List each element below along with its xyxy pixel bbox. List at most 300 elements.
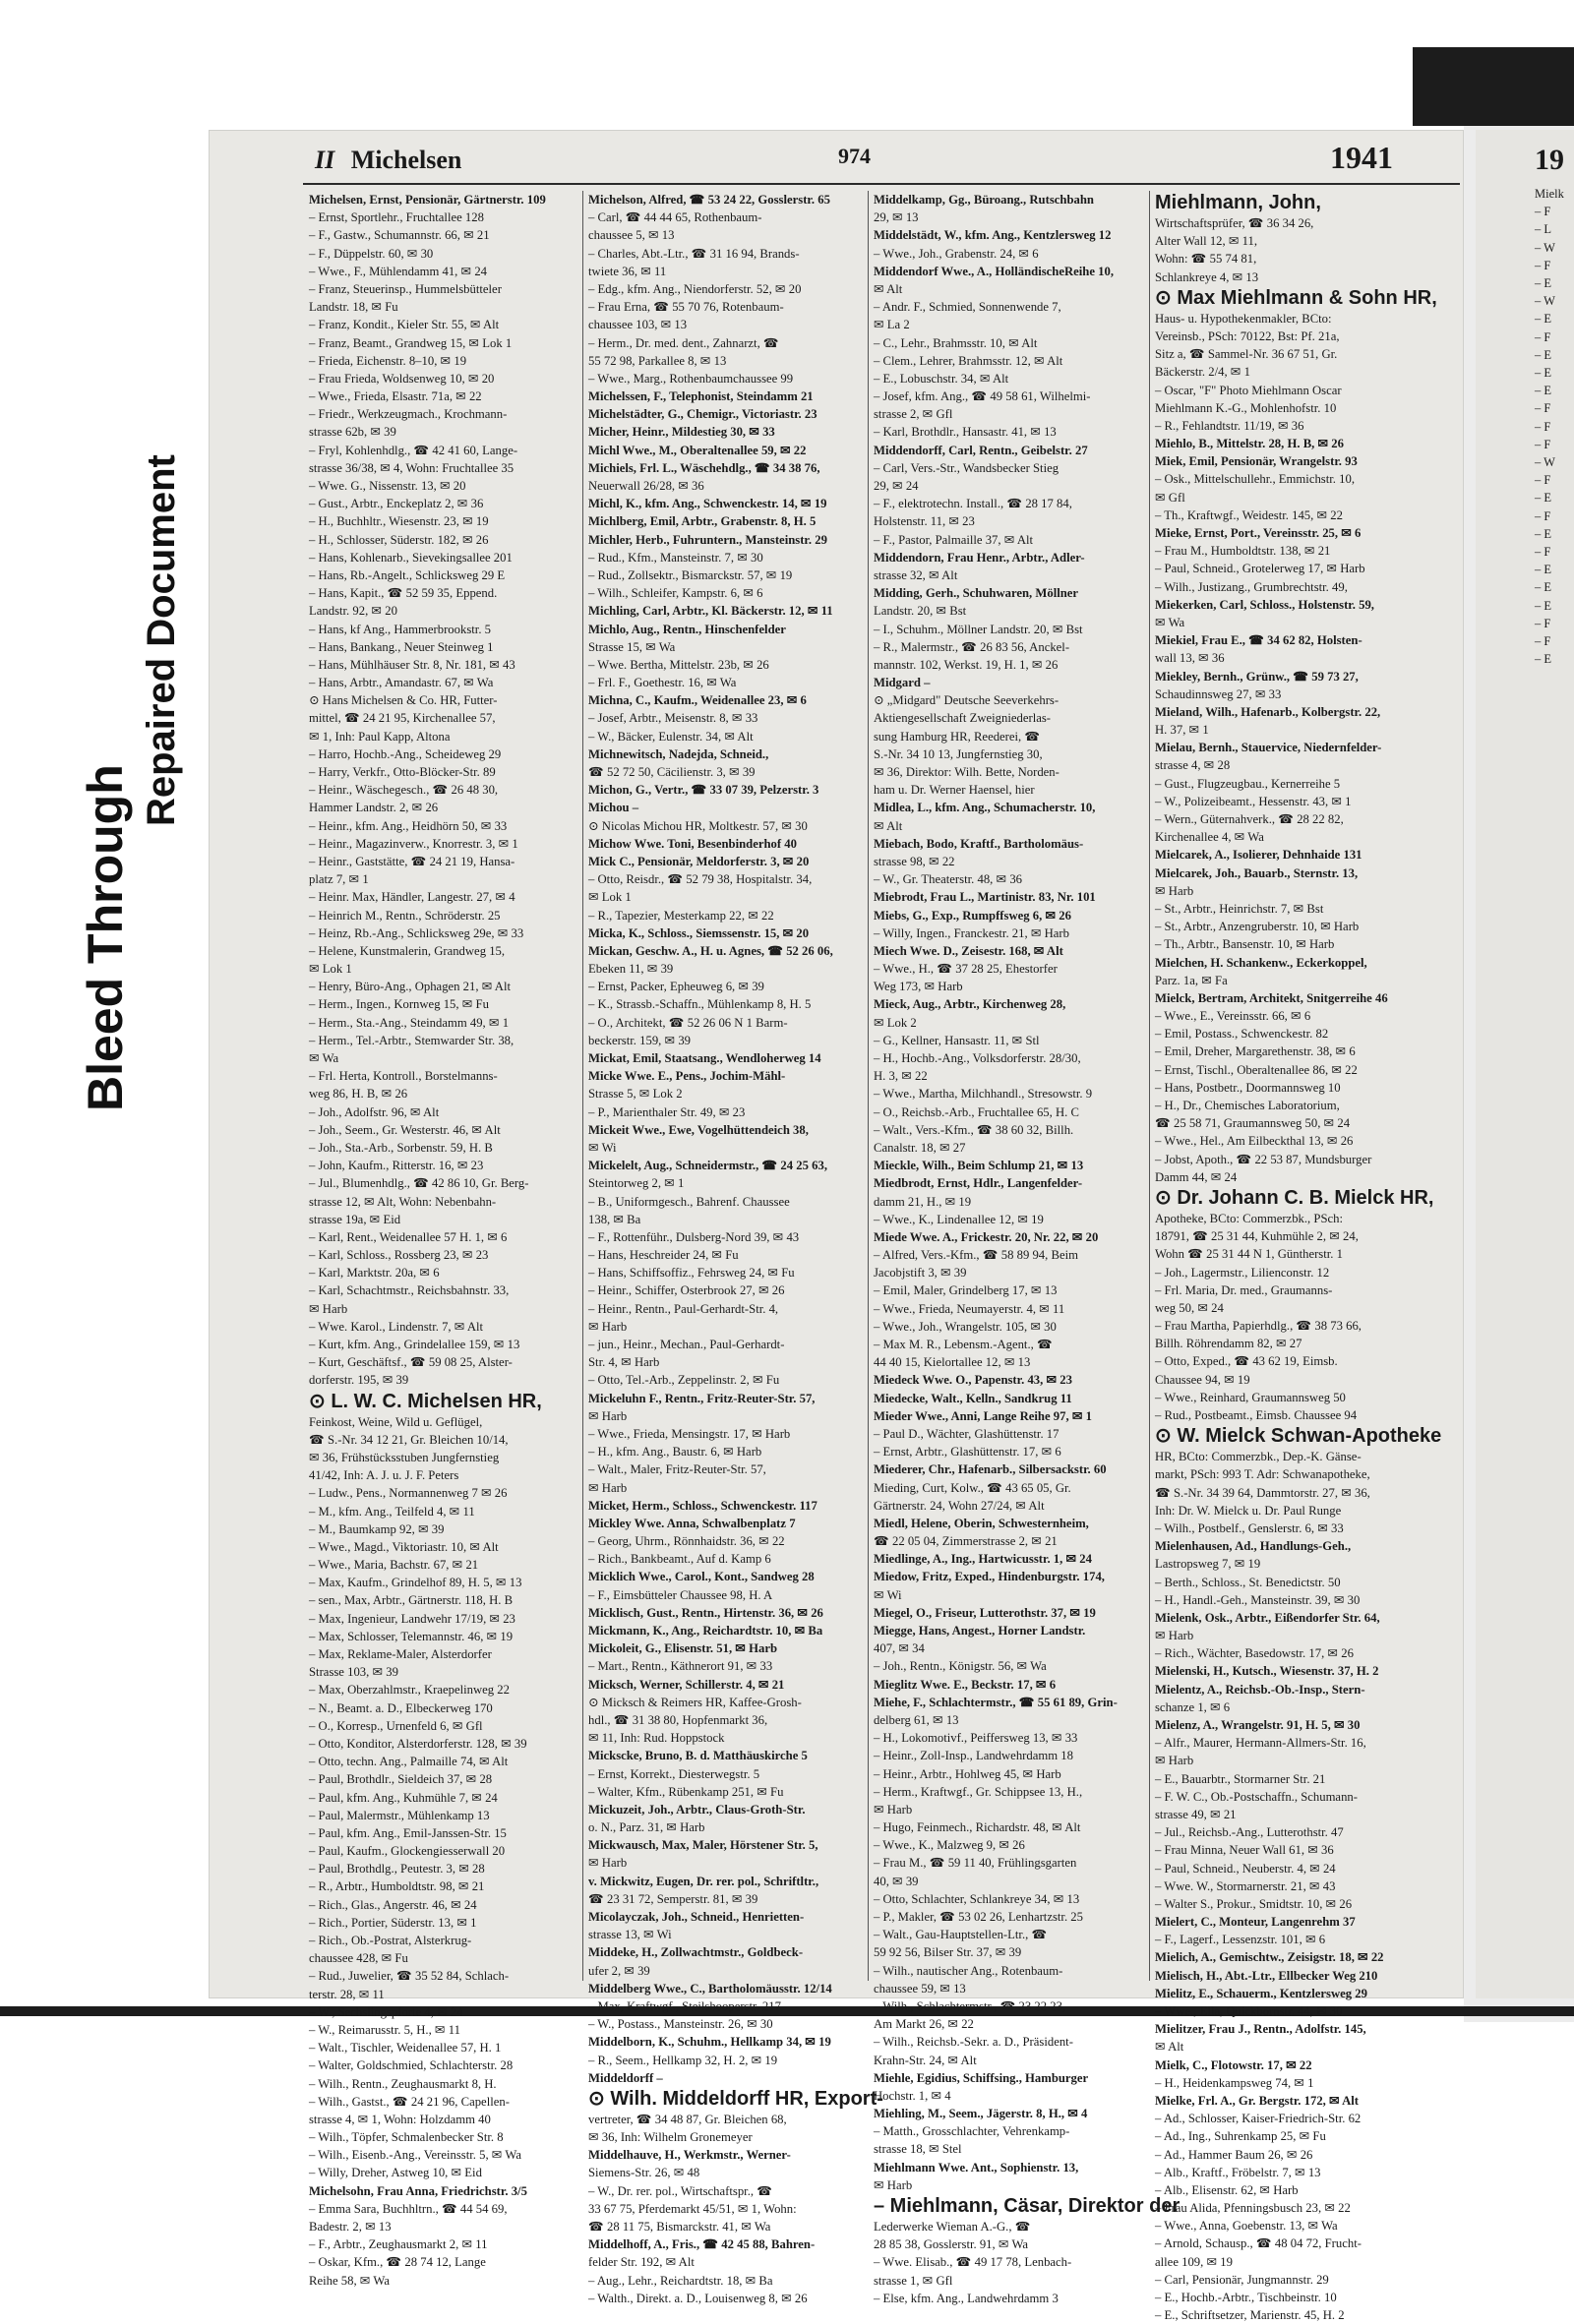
listing-line: – sen., Max, Arbtr., Gärtnerstr. 118, H. B [309, 1593, 514, 1608]
listing-line: ⊙ Nicolas Michou HR, Moltkestr. 57, ✉ 30 [588, 818, 808, 833]
listing-surname-entry: Michlo, Aug., Rentn., Hinschenfelder [588, 622, 786, 636]
listing-surname-entry: Mickeit Wwe., Ewe, Vogelhüttendeich 38, [588, 1122, 809, 1137]
listing-line: – Wilh., Schleifer, Kampstr. 6, ✉ 6 [588, 586, 763, 601]
listing-line: – Fryl, Kohlenhdlg., ☎ 42 41 60, Lange- [309, 443, 518, 457]
listing-surname-entry: Michl Wwe., M., Oberaltenallee 59, ✉ 22 [588, 443, 807, 457]
listing-line: ✉ Wi [874, 1587, 902, 1602]
listing-line: – St., Arbtr., Heinrichstr. 7, ✉ Bst [1155, 901, 1324, 916]
listing-line: Vereinsb., PSch: 70122, Bst: Pf. 21a, [1155, 328, 1340, 343]
listing-surname-entry: Micklisch, Gust., Rentn., Hirtenstr. 36, ✉ 26 [588, 1605, 823, 1620]
listing-line: – Franz, Kondit., Kieler Str. 55, ✉ Alt [309, 318, 500, 332]
listing-line: – F., elektrotechn. Install., ☎ 28 17 84, [874, 497, 1072, 511]
listing-line: – Wilh., Justizang., Grumbrechtstr. 49, [1155, 579, 1348, 594]
listing-line: – F., Rottenführ., Dulsberg-Nord 39, ✉ 43 [588, 1229, 800, 1244]
listing-line: – Else, kfm. Ang., Landwehrdamm 3 [874, 2291, 1059, 2305]
listing-line: – Alb., Elisenstr. 62, ✉ Harb [1155, 2182, 1299, 2197]
listing-surname-entry: Miedlinge, A., Ing., Hartwicusstr. 1, ✉ 24 [874, 1552, 1092, 1567]
next-page-line: – E [1535, 652, 1552, 667]
listing-line: – R., Fehlandtstr. 11/19, ✉ 36 [1155, 418, 1304, 433]
listing-surname-entry: Miehling, M., Seem., Jägerstr. 8, H., ✉ 4 [874, 2107, 1088, 2121]
listing-line: – jun., Heinr., Mechan., Paul-Gerhardt- [588, 1338, 785, 1351]
listing-line: ✉ Harb [874, 1802, 913, 1817]
listing-line: – Walt., Gau-Hauptstellen-Ltr., ☎ [874, 1928, 1048, 1942]
next-page-line: – F [1535, 473, 1551, 488]
listing-line: Parz. 1a, ✉ Fa [1155, 973, 1228, 987]
listing-line: delberg 61, ✉ 13 [874, 1712, 959, 1727]
listing-line: – Paul, Schneid., Grotelerweg 17, ✉ Harb [1155, 562, 1365, 576]
listing-surname-entry: Mickuzeit, Joh., Arbtr., Claus-Groth-Str. [588, 1802, 806, 1817]
listing-line: – Edg., kfm. Ang., Niendorferstr. 52, ✉ 20 [588, 281, 802, 296]
listing-line: – Frau Martha, Papierhdlg., ☎ 38 73 66, [1155, 1319, 1362, 1334]
listing-line: – Max, Reklame-Maler, Alsterdorfer [309, 1647, 492, 1661]
listing-line: – P., Marienthaler Str. 49, ✉ 23 [588, 1104, 746, 1119]
listing-line: – John, Kaufm., Ritterstr. 16, ✉ 23 [309, 1159, 484, 1173]
listing-line: – Emil, Maler, Grindelberg 17, ✉ 13 [874, 1283, 1058, 1298]
listing-surname-entry: Micka, K., Schloss., Siemssenstr. 15, ✉ 20 [588, 925, 810, 940]
header-left [315, 146, 461, 175]
listing-line: wall 13, ✉ 36 [1155, 651, 1225, 666]
listing-line: – Frau Frieda, Woldsenweg 10, ✉ 20 [309, 371, 495, 386]
listing-line: – W., Polizeibeamt., Hessenstr. 43, ✉ 1 [1155, 794, 1352, 808]
listing-line: – Th., Kraftwgf., Weidestr. 145, ✉ 22 [1155, 507, 1343, 522]
listing-line: – Helene, Kunstmalerin, Grandweg 15, [309, 943, 506, 958]
next-page-line: – F [1535, 508, 1551, 523]
listing-surname-entry: Mieland, Wilh., Hafenarb., Kolbergstr. 22, [1155, 704, 1381, 719]
listing-line: – Karl, Rent., Weidenallee 57 H. 1, ✉ 6 [309, 1229, 508, 1244]
listing-line: strasse 49, ✉ 21 [1155, 1807, 1237, 1821]
listing-line: – Hans, Arbtr., Amandastr. 67, ✉ Wa [309, 676, 494, 690]
listing-line: – O., Architekt, ☎ 52 26 06 N 1 Barm- [588, 1015, 788, 1030]
listing-line: o. N., Parz. 31, ✉ Harb [588, 1820, 705, 1835]
listing-surname-entry: Mielenhausen, Ad., Handlungs-Geh., [1155, 1539, 1352, 1554]
listing-line: Billh. Röhrendamm 82, ✉ 27 [1155, 1337, 1302, 1351]
listing-line: ✉ La 2 [874, 318, 910, 332]
listing-line: – Karl, Marktstr. 20a, ✉ 6 [309, 1266, 440, 1281]
listing-line: – Max, Kaufm., Grindelhof 89, H. 5, ✉ 13 [309, 1576, 522, 1590]
listing-line: – Max, Schlosser, Telemannstr. 46, ✉ 19 [309, 1629, 514, 1643]
listing-line: – Wilh., Gastst., ☎ 24 21 96, Capellen- [309, 2094, 510, 2109]
listing-surname-entry: Middelborn, K., Schuhm., Hellkamp 34, ✉ 19 [588, 2035, 831, 2050]
listing-line: ✉ 1, Inh: Paul Kapp, Altona [309, 729, 451, 744]
listing-line: – Carl, Pensionär, Jungmannstr. 29 [1155, 2272, 1329, 2287]
listing-line: Ebeken 11, ✉ 39 [588, 962, 674, 977]
listing-line: – Otto, Exped., ☎ 43 62 19, Eimsb. [1155, 1354, 1338, 1369]
listing-line: S.-Nr. 34 10 13, Jungfernstieg 30, [874, 746, 1043, 761]
listing-line: – St., Arbtr., Anzengruberstr. 10, ✉ Harb [1155, 920, 1360, 934]
listing-line: – Wwe., Maria, Bachstr. 67, ✉ 21 [309, 1558, 479, 1573]
listing-line: – M., kfm. Ang., Teilfeld 4, ✉ 11 [309, 1504, 475, 1519]
listing-line: – Walter, Kfm., Rübenkamp 251, ✉ Fu [588, 1784, 784, 1799]
listing-line: ⊙ Micksch & Reimers HR, Kaffee-Grosh- [588, 1695, 802, 1709]
listing-line: – Wwe., Ella, Quickbornstr. 44, ✉ 30 [1155, 2004, 1343, 2018]
listing-line: Gärtnerstr. 24, Wohn 27/24, ✉ Alt [874, 1498, 1045, 1513]
listing-line: ✉ Harb [1155, 1754, 1194, 1768]
listing-line: – Otto, Tel.-Arb., Zeppelinstr. 2, ✉ Fu [588, 1373, 780, 1388]
listing-line: – Joh., Adolfstr. 96, ✉ Alt [309, 1104, 440, 1119]
listing-line: – Wwe. W., Stormarnerstr. 21, ✉ 43 [1155, 1878, 1336, 1893]
listing-line: – F., Lagerf., Lessenzstr. 101, ✉ 6 [1155, 1933, 1326, 1947]
listing-line: – Friedr., Werkzeugmach., Krochmann- [309, 407, 508, 422]
listing-line: – Paul, Kaufm., Glockengiesserwall 20 [309, 1844, 506, 1859]
listing-line: – Ernst, Korrekt., Diesterwegstr. 5 [588, 1766, 760, 1781]
listing-line: Lederwerke Wieman A.-G., ☎ [874, 2220, 1031, 2234]
listing-line: 40, ✉ 39 [874, 1874, 919, 1888]
next-page-line: – E [1535, 580, 1552, 595]
listing-line: – Wwe., Martha, Milchhandl., Stresowstr. 9 [874, 1087, 1093, 1102]
listing-surname-entry: Michling, Carl, Arbtr., Kl. Bäckerstr. 12, ✉ 11 [588, 604, 833, 619]
listing-surname-entry: Miede Wwe. A., Frickestr. 20, Nr. 22, ✉ 20 [874, 1229, 1099, 1244]
listing-surname-entry: Miedeck Wwe. O., Papenstr. 43, ✉ 23 [874, 1373, 1072, 1388]
listing-surname-entry: Miegge, Hans, Angest., Horner Landstr. [874, 1624, 1086, 1638]
next-page-line: – E [1535, 526, 1552, 541]
listing-line: beckerstr. 159, ✉ 39 [588, 1033, 692, 1047]
listing-line: – Wwe., Marg., Rothenbaumchaussee 99 [588, 371, 794, 386]
listing-line: – Ad., Hammer Baum 26, ✉ 26 [1155, 2147, 1313, 2162]
listing-line: ✉ Gfl [1155, 490, 1185, 505]
listing-line: – Ernst, Packer, Epheuweg 6, ✉ 39 [588, 980, 764, 994]
listing-surname-entry: Mieke, Ernst, Port., Vereinsstr. 25, ✉ 6 [1155, 526, 1362, 540]
listing-line: – Wwe., Magd., Viktoriastr. 10, ✉ Alt [309, 1539, 499, 1554]
listing-line: Feinkost, Weine, Wild u. Geflügel, [309, 1414, 483, 1429]
listing-surname-entry: Michelson, Alfred, ☎ 53 24 22, Gosslerstr. 65 [588, 193, 830, 207]
listing-line: strasse 4, ✉ 1, Wohn: Holzdamm 40 [309, 2112, 491, 2126]
listing-line: – Hans, kf Ang., Hammerbrookstr. 5 [309, 622, 492, 636]
listing-surname-entry: Miebs, G., Exp., Rumpffsweg 6, ✉ 26 [874, 908, 1071, 923]
listing-line: 18791, ☎ 25 31 44, Kuhmühle 2, ✉ 24, [1155, 1229, 1359, 1244]
listing-line: – Gust., Arbtr., Enckeplatz 2, ✉ 36 [309, 497, 484, 511]
listing-line: strasse 1, ✉ Gfl [874, 2273, 953, 2288]
listing-line: – Georg, Uhrm., Rönnhaidstr. 36, ✉ 22 [588, 1534, 785, 1549]
listing-line: – Wilh., Eisenb.-Ang., Vereinsstr. 5, ✉ Wa [309, 2148, 521, 2163]
listing-surname-entry: Michiels, Frl. L., Wäschehdlg., ☎ 34 38 76, [588, 460, 820, 475]
listing-surname-entry: Miekley, Bernh., Grünw., ☎ 59 73 27, [1155, 669, 1359, 684]
listing-line: – W., Dr. rer. pol., Wirtschaftspr., ☎ [588, 2183, 773, 2198]
listing-line: – Wwe., Hel., Am Eilbeckthal 13, ✉ 26 [1155, 1134, 1354, 1149]
listing-surname-entry: Mieder Wwe., Anni, Lange Reihe 97, ✉ 1 [874, 1408, 1092, 1423]
listing-surname-entry: Micolayczak, Joh., Schneid., Henrietten- [588, 1910, 805, 1924]
listing-line: Apotheke, BCto: Commerzbk., PSch: [1155, 1211, 1344, 1225]
listing-line: – H., Hochb.-Ang., Volksdorferstr. 28/30, [874, 1051, 1081, 1065]
listing-line: chaussee 103, ✉ 13 [588, 318, 688, 332]
listing-line: – Rud., Juwelier, ☎ 35 52 84, Schlach- [309, 1969, 510, 1984]
listing-line: – Kurt, Geschäftsf., ☎ 59 08 25, Alster- [309, 1355, 513, 1370]
listing-line: ✉ Lok 1 [588, 890, 632, 905]
listing-line: ☎ 28 11 75, Bismarckstr. 41, ✉ Wa [588, 2220, 771, 2234]
listing-line: – Herm., Tel.-Arbtr., Stemwarder Str. 38, [309, 1033, 515, 1047]
listing-line: – M., Baumkamp 92, ✉ 39 [309, 1521, 445, 1536]
listing-line: – Matth., Grosschlachter, Vehrenkamp- [874, 2124, 1070, 2139]
listing-line: – Kurt, kfm. Ang., Grindelallee 159, ✉ 13 [309, 1338, 520, 1351]
listing-surname-entry: Mielck, Bertram, Architekt, Snitgerreihe 46 [1155, 990, 1388, 1005]
listing-line: – Willy, Dreher, Astweg 10, ✉ Eid [309, 2166, 482, 2180]
next-page-line: – W [1535, 240, 1555, 255]
listing-line: Haus- u. Hypothekenmakler, BCto: [1155, 311, 1332, 326]
next-page-fragment [1476, 130, 1574, 1998]
listing-line: – Oskar, Kfm., ☎ 28 74 12, Lange [309, 2255, 486, 2270]
listing-line: ✉ Harb [1155, 1629, 1194, 1643]
listing-line: – Rich., Wächter, Basedowstr. 17, ✉ 26 [1155, 1646, 1354, 1661]
listing-line: – Berth., Schloss., St. Benedictstr. 50 [1155, 1575, 1341, 1589]
listing-line: strasse 12, ✉ Alt, Wohn: Nebenbahn- [309, 1194, 497, 1209]
listing-line: ✉ Harb [588, 1408, 628, 1423]
listing-line: Strasse 103, ✉ 39 [309, 1665, 398, 1680]
listing-surname-entry: v. Mickwitz, Eugen, Dr. rer. pol., Schriftltr., [588, 1874, 819, 1888]
listing-line: – Walter, Goldschmied, Schlachterstr. 28 [309, 2058, 514, 2073]
listing-line: – Frl. Maria, Dr. med., Graumanns- [1155, 1282, 1333, 1297]
listing-surname-entry: Miekiel, Frau E., ☎ 34 62 82, Holsten- [1155, 633, 1362, 648]
listing-line: – H., kfm. Ang., Baustr. 6, ✉ Harb [588, 1445, 762, 1460]
listing-line: – Carl, ☎ 44 44 65, Rothenbaum- [588, 210, 762, 225]
listing-line: – Wwe., Anna, Goebenstr. 13, ✉ Wa [1155, 2219, 1338, 2234]
listing-line: Mieding, Curt, Kolw., ☎ 43 65 05, Gr. [874, 1480, 1071, 1495]
listing-line: – Hans, Postbetr., Doormannsweg 10 [1155, 1080, 1341, 1095]
listing-surname-entry: Mielitz, E., Schauerm., Kentzlersweg 29 [1155, 1986, 1367, 2000]
listing-line: – Jobst, Apoth., ☎ 22 53 87, Mundsburger [1155, 1152, 1372, 1166]
listing-line: – Harro, Hochb.-Ang., Scheideweg 29 [309, 746, 502, 761]
listing-line: – Arnold, Schausp., ☎ 48 04 72, Frucht- [1155, 2236, 1362, 2251]
listing-surname-entry: Michl, K., kfm. Ang., Schwenckestr. 14, ✉ 19 [588, 497, 827, 511]
header-rule [303, 183, 1460, 185]
listing-line: ✉ Wa [1155, 615, 1185, 629]
listing-line: ☎ 52 72 50, Cäcilienstr. 3, ✉ 39 [588, 765, 756, 779]
listing-line: – Paul D., Wächter, Glashüttenstr. 17 [874, 1426, 1059, 1441]
listing-line: allee 109, ✉ 19 [1155, 2254, 1233, 2269]
listing-line: – H., Handl.-Geh., Mansteinstr. 39, ✉ 30 [1155, 1592, 1361, 1607]
listing-surname-entry: Mickat, Emil, Staatsang., Wendloherweg 14 [588, 1051, 821, 1065]
listing-line: – O., Reichsb.-Arb., Fruchtallee 65, H. C [874, 1104, 1079, 1119]
listing-line: – E., Hochb.-Arbtr., Tischbeinstr. 10 [1155, 2291, 1337, 2304]
listing-line: Krahn-Str. 24, ✉ Alt [874, 2053, 977, 2067]
listing-line: – Wilh., nautischer Ang., Rotenbaum- [874, 1963, 1063, 1978]
listing-line: – C., Lehr., Brahmsstr. 10, ✉ Alt [874, 335, 1038, 350]
listing-line: Jacobjstift 3, ✉ 39 [874, 1266, 967, 1281]
listing-line: – Karl, Brothdlr., Hansastr. 41, ✉ 13 [874, 425, 1057, 440]
listing-surname-entry: Michna, C., Kaufm., Weidenallee 23, ✉ 6 [588, 693, 807, 708]
listing-line: ✉ Wi [588, 1140, 617, 1155]
listing-line: – Wilh., Schlachtermstr., ☎ 23 22 23, [874, 1998, 1066, 2013]
listing-line: – E., Schriftsetzer, Marienstr. 45, H. 2 [1155, 2308, 1345, 2323]
listing-line: – Hans, Kapit., ☎ 52 59 35, Eppend. [309, 586, 498, 601]
listing-line: – Ad., Schlosser, Kaiser-Friedrich-Str. 62 [1155, 2112, 1362, 2126]
listing-line: ☎ 22 05 04, Zimmerstrasse 2, ✉ 21 [874, 1534, 1058, 1549]
listing-line: strasse 98, ✉ 22 [874, 854, 955, 868]
listing-line: Miehlmann K.-G., Mohlenhofstr. 10 [1155, 400, 1337, 415]
listing-line: Am Markt 26, ✉ 22 [874, 2017, 974, 2032]
listing-line: ✉ 36, Frühstücksstuben Jungfernstieg [309, 1450, 500, 1464]
listing-line: ✉ Wa [309, 1051, 339, 1065]
listing-surname-entry: Miech Wwe. D., Zeisestr. 168, ✉ Alt [874, 943, 1063, 958]
listing-line: – Charles, Abt.-Ltr., ☎ 31 16 94, Brands- [588, 246, 800, 261]
listing-line: – Walt., Maler, Fritz-Reuter-Str. 57, [588, 1462, 766, 1477]
listing-line: – Alfred, Vers.-Kfm., ☎ 58 89 94, Beim [874, 1248, 1078, 1263]
listing-surname-entry: Michon, G., Vertr., ☎ 33 07 39, Pelzerstr. 3 [588, 783, 819, 798]
listing-line: – Heinr., Arbtr., Hohlweg 45, ✉ Harb [874, 1766, 1061, 1781]
listing-line: dorferstr. 195, ✉ 39 [309, 1373, 409, 1388]
condition-label-repaired: Repaired Document [140, 454, 183, 826]
listing-line: Strasse 5, ✉ Lok 2 [588, 1087, 683, 1102]
listing-line: – K., Strassb.-Schaffn., Mühlenkamp 8, H. 5 [588, 997, 812, 1012]
listing-line: Reihe 58, ✉ Wa [309, 2273, 390, 2288]
listing-line: strasse 19a, ✉ Eid [309, 1212, 401, 1226]
listing-line: felder Str. 192, ✉ Alt [588, 2255, 695, 2270]
listing-line: – Otto, Konditor, Alsterdorferstr. 128, ✉ 39 [309, 1736, 527, 1751]
next-page-line: – E [1535, 598, 1552, 613]
listing-line: – F., Pastor, Palmaille 37, ✉ Alt [874, 532, 1034, 547]
listing-surname-entry: Miegel, O., Friseur, Lutterothstr. 37, ✉ 19 [874, 1605, 1096, 1620]
column-4 [1155, 191, 1442, 2324]
listing-line: – Wwe., K., Malzweg 9, ✉ 26 [874, 1838, 1025, 1853]
listing-line: 29, ✉ 13 [874, 210, 919, 225]
listing-line: – Jul., Blumenhdlg., ☎ 42 86 10, Gr. Berg- [309, 1176, 529, 1191]
listing-line: – R., Malermstr., ☎ 26 83 56, Anckel- [874, 639, 1070, 654]
column-2 [588, 191, 883, 2307]
listing-line: Wohn: ☎ 55 74 81, [1155, 252, 1257, 267]
next-page-line: – F [1535, 205, 1551, 219]
listing-line: Schlankreye 4, ✉ 13 [1155, 269, 1259, 284]
listing-line: ✉ Alt [1155, 2040, 1184, 2055]
listing-surname-entry: Mickmann, K., Ang., Reichardtstr. 10, ✉ Ba [588, 1624, 823, 1638]
listing-line: – Rich., Portier, Süderstr. 13, ✉ 1 [309, 1915, 477, 1930]
listing-surname-entry: Mickoleit, G., Elisenstr. 51, ✉ Harb [588, 1641, 778, 1656]
next-page-column [1535, 185, 1574, 668]
listing-line: weg 86, H. B, ✉ 26 [309, 1087, 408, 1102]
header-running-word: Michelsen [350, 146, 462, 174]
listing-line: Siemens-Str. 26, ✉ 48 [588, 2166, 700, 2180]
next-page-line: – F [1535, 634, 1551, 649]
listing-line: – Frau Minna, Neuer Wall 61, ✉ 36 [1155, 1843, 1334, 1858]
listing-line: 28 85 38, Gosslerstr. 91, ✉ Wa [874, 2237, 1029, 2252]
listing-line: – Hans, Mühlhäuser Str. 8, Nr. 181, ✉ 43 [309, 657, 515, 672]
listing-line: Landstr. 92, ✉ 20 [309, 604, 397, 619]
listing-surname-entry: Mieck, Aug., Arbtr., Kirchenweg 28, [874, 997, 1066, 1012]
listing-line: – Rich., Bankbeamt., Auf d. Kamp 6 [588, 1552, 771, 1567]
listing-line: – Wwe., Frieda, Neumayerstr. 4, ✉ 11 [874, 1301, 1065, 1316]
listing-line: damm 21, H., ✉ 19 [874, 1194, 972, 1209]
listing-line: – Walter S., Prokur., Smidtstr. 10, ✉ 26 [1155, 1896, 1353, 1911]
listing-line: – Paul, Brothdlr., Sieldeich 37, ✉ 28 [309, 1772, 493, 1787]
listing-line: strasse 62b, ✉ 39 [309, 425, 396, 440]
listing-line: 44 40 15, Kielortallee 12, ✉ 13 [874, 1355, 1031, 1370]
listing-line: hdl., ☎ 31 38 80, Hopfenmarkt 36, [588, 1712, 768, 1727]
listing-surname-entry: Miehe, F., Schlachtermstr., ☎ 55 61 89, Grin- [874, 1695, 1118, 1709]
listing-surname-entry: Miehle, Egidius, Schiffsing., Hamburger [874, 2070, 1089, 2085]
listing-line: – Clem., Lehrer, Brahmsstr. 12, ✉ Alt [874, 353, 1063, 368]
listing-line: – Ludw., Pens., Normannenweg 7 ✉ 26 [309, 1486, 508, 1501]
listing-line: ☎ S.-Nr. 34 12 21, Gr. Bleichen 10/14, [309, 1432, 509, 1447]
listing-line: ✉ Harb [874, 2177, 913, 2192]
listing-line: ☎ 25 58 71, Graumannsweg 50, ✉ 24 [1155, 1116, 1351, 1131]
listing-line: – B., Uniformgesch., Bahrenf. Chaussee [588, 1194, 790, 1209]
listing-line: – Wilh., Töpfer, Schmalenbecker Str. 8 [309, 2130, 504, 2145]
listing-surname-entry: Midlea, L., kfm. Ang., Schumacherstr. 10, [874, 801, 1096, 815]
listing-line: ✉ Harb [588, 1480, 628, 1495]
listing-surname-entry: Middeldorff – [588, 2070, 663, 2085]
listing-surname-entry: Middelhoff, A., Fris., ☎ 42 45 88, Bahren- [588, 2237, 816, 2252]
next-page-line: – E [1535, 563, 1552, 577]
listing-line: ☎ 23 31 72, Semperstr. 81, ✉ 39 [588, 1891, 758, 1906]
listing-surname-entry: Middendorf Wwe., A., HolländischeReihe 10, [874, 264, 1115, 278]
listing-display-heading: ⊙ L. W. C. Michelsen HR, [309, 1390, 542, 1412]
listing-line: – Hugo, Feinmech., Richardstr. 48, ✉ Alt [874, 1820, 1081, 1835]
listing-line: vertreter, ☎ 34 48 87, Gr. Bleichen 68, [588, 2112, 787, 2126]
listing-surname-entry: Michow Wwe. Toni, Besenbinderhof 40 [588, 836, 797, 851]
listing-line: – Oscar, "F" Photo Miehlmann Oscar [1155, 383, 1342, 397]
listing-surname-entry: Mickan, Geschw. A., H. u. Agnes, ☎ 52 26 06, [588, 943, 833, 958]
listing-line: – Wilh., Reichsb.-Sekr. a. D., Präsident- [874, 2035, 1073, 2050]
listing-line: – Wwe. G., Nissenstr. 13, ✉ 20 [309, 479, 466, 493]
listing-line: – Frau Alida, Pfenningsbusch 23, ✉ 22 [1155, 2201, 1351, 2216]
listing-line: – Walt., Tischler, Weidenallee 57, H. 1 [309, 2041, 502, 2056]
listing-line: – R., Arbtr., Humboldtstr. 98, ✉ 21 [309, 1879, 485, 1894]
directory-page [209, 130, 1464, 2323]
listing-surname-entry: Michnewitsch, Nadejda, Schneid., [588, 746, 769, 761]
listing-line: Bäckerstr. 2/4, ✉ 1 [1155, 365, 1250, 380]
listing-line: – Wwe. Karol., Lindenstr. 7, ✉ Alt [309, 1319, 484, 1334]
listing-line: ☎ S.-Nr. 34 39 64, Dammtorstr. 27, ✉ 36, [1155, 1485, 1370, 1500]
listing-surname-entry: Mickeluhn F., Rentn., Fritz-Reuter-Str. 57, [588, 1391, 816, 1405]
listing-line: – Franz, Beamt., Grandweg 15, ✉ Lok 1 [309, 335, 513, 350]
listing-line: – Joh., Lagermstr., Lilienconstr. 12 [1155, 1265, 1330, 1280]
listing-display-heading: Miehlmann, John, [1155, 192, 1321, 213]
listing-line: – Joh., Rentn., Königstr. 56, ✉ Wa [874, 1659, 1047, 1674]
next-page-line: Mielk [1535, 187, 1564, 201]
listing-line: – Frau M., ☎ 59 11 40, Frühlingsgarten [874, 1856, 1077, 1871]
next-page-line: – F [1535, 419, 1551, 434]
listing-line: – Hans, Heschreider 24, ✉ Fu [588, 1248, 739, 1263]
next-page-line: – F [1535, 258, 1551, 272]
listing-line: Wirtschaftsprüfer, ☎ 36 34 26, [1155, 216, 1314, 230]
listing-line: – Herm., Sta.-Ang., Steindamm 49, ✉ 1 [309, 1015, 510, 1030]
listing-line: – Wwe., K., Lindenallee 12, ✉ 19 [874, 1212, 1044, 1226]
listing-line: – Frau M., Humboldtstr. 138, ✉ 21 [1155, 544, 1331, 559]
listing-line: – W., Sechslingspforte 4, ✉ 24 [309, 2004, 463, 2019]
listing-surname-entry: Miek, Emil, Pensionär, Wrangelstr. 93 [1155, 454, 1358, 469]
listing-line: Steintorweg 2, ✉ 1 [588, 1176, 685, 1191]
listing-line: – Otto, techn. Ang., Palmaille 74, ✉ Alt [309, 1755, 509, 1769]
listing-surname-entry: Miedl, Helene, Oberin, Schwesternheim, [874, 1516, 1089, 1530]
listing-line: – Emil, Postass., Schwenckestr. 82 [1155, 1027, 1329, 1042]
listing-display-heading: ⊙ W. Mielck Schwan-Apotheke [1155, 1425, 1442, 1448]
listing-line: – F. W. C., Ob.-Postschaffn., Schumann- [1155, 1789, 1358, 1804]
listing-line: – Wilh., Rentn., Zeughausmarkt 8, H. [309, 2076, 497, 2091]
listing-surname-entry: Middeke, H., Zollwachtmstr., Goldbeck- [588, 1945, 804, 1960]
listing-line: – Aug., Lehr., Reichardtstr. 18, ✉ Ba [588, 2273, 773, 2288]
listing-line: – Heinr., Zoll-Insp., Landwehrdamm 18 [874, 1749, 1073, 1763]
page-header [209, 130, 1464, 175]
listing-line: ufer 2, ✉ 39 [588, 1963, 650, 1978]
listing-line: – F., Arbtr., Zeughausmarkt 2, ✉ 11 [309, 2237, 488, 2252]
listing-line: Landstr. 18, ✉ Fu [309, 300, 398, 315]
listing-line: ✉ Alt [874, 281, 903, 296]
listing-line: Lastropsweg 7, ✉ 19 [1155, 1557, 1261, 1572]
listing-line: – I., Schuhm., Möllner Landstr. 20, ✉ Bst [874, 622, 1083, 636]
listing-surname-entry: Mielenski, H., Kutsch., Wiesenstr. 37, H. 2 [1155, 1664, 1379, 1679]
listing-surname-entry: Micke Wwe. E., Pens., Jochim-Mähl- [588, 1069, 786, 1084]
listing-line: – Ernst, Arbtr., Glashüttenstr. 17, ✉ 6 [874, 1445, 1061, 1460]
listing-line: – Karl, Schloss., Rossberg 23, ✉ 23 [309, 1248, 489, 1263]
listing-line: – Andr. F., Schmied, Sonnenwende 7, [874, 300, 1061, 315]
listing-line: – Hans, Rb.-Angelt., Schlicksweg 29 E [309, 567, 506, 582]
listing-line: chaussee 5, ✉ 13 [588, 228, 675, 243]
listing-line: – Joh., Sta.-Arb., Sorbenstr. 59, H. B [309, 1140, 493, 1155]
listing-display-heading: ⊙ Max Miehlmann & Sohn HR, [1155, 286, 1437, 309]
listing-surname-entry: Middelkamp, Gg., Büroang., Rutschbahn [874, 193, 1094, 207]
listing-line: – Wwe., Frieda, Elsastr. 71a, ✉ 22 [309, 389, 482, 404]
listing-surname-entry: Mielenz, A., Wrangelstr. 91, H. 5, ✉ 30 [1155, 1718, 1361, 1732]
listing-line: 407, ✉ 34 [874, 1641, 925, 1656]
listing-line: – Rud., Postbeamt., Eimsb. Chaussee 94 [1155, 1408, 1358, 1422]
listing-surname-entry: Mielisch, H., Abt.-Ltr., Ellbecker Weg 210 [1155, 1968, 1378, 1983]
